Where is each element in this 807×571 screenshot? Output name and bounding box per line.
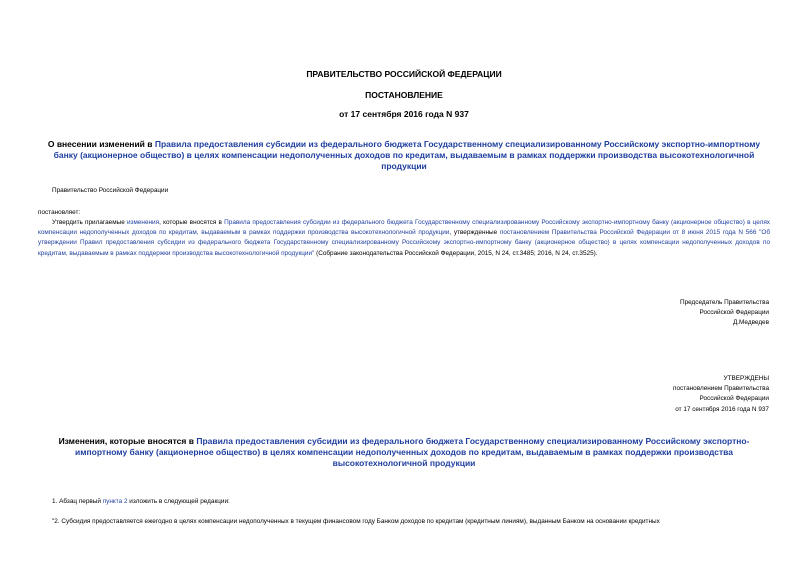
document-date-number: от 17 сентября 2016 года N 937 — [339, 109, 469, 119]
clause-2-link[interactable]: пункта 2 — [102, 498, 128, 505]
resolves-word: постановляет: — [38, 209, 81, 216]
item-1-text-1: 1. Абзац первый — [52, 498, 103, 505]
approved-line-2: постановлением Правительства — [673, 385, 769, 393]
government-name: Правительство Российской Федерации — [52, 187, 169, 194]
item-1 — [52, 497, 230, 507]
main-paragraph — [38, 218, 770, 259]
item-1-text-2: изложить в следующей редакции: — [127, 498, 230, 505]
document-title-prefix: О внесении изменений в — [47, 139, 155, 149]
para-text-3: , утвержденные — [449, 229, 500, 237]
approved-block — [673, 374, 769, 415]
approved-line-3: Российской Федерации — [699, 395, 769, 403]
para-text-2: , которые вносятся в — [159, 219, 225, 226]
government-heading: ПРАВИТЕЛЬСТВО РОССИЙСКОЙ ФЕДЕРАЦИИ — [306, 69, 502, 79]
para-text-4: (Собрание законодательства Российской Федерации, 2015, N 24, ст.3485; 2016, N 24, ст.3525). — [314, 249, 598, 257]
approved-line-1: УТВЕРЖДЕНЫ — [723, 375, 769, 382]
approved-line-4: от 17 сентября 2016 года N 937 — [675, 405, 769, 413]
signature-line-1: Председатель Правительства — [680, 299, 769, 306]
item-2: "2. Субсидия предоставляется ежегодно в целях компенсации недополученных в текущем финансовом году Банком доходов по кредитам (кредитным линиям), выданным Банком на основании кредитных — [52, 518, 660, 525]
resolution-566-link[interactable]: постановлением Правительства Российской Федерации от 8 июня 2015 года N 566 "Об утверждении Правил предоставления субсидии из федерального бюджета Государственному специализированному Российскому экспортно-импортному банку (акционерное общество) в целях компенсации недополученных доходов по кредитам, выдаваемым в рамках поддержки производства высокотехнологичной продукции" — [38, 229, 770, 257]
changes-title-prefix: Изменения, которые вносятся в — [58, 436, 197, 446]
changes-link[interactable]: изменения — [126, 219, 160, 226]
signature-block — [680, 298, 769, 329]
signature-line-2: Российской Федерации — [699, 309, 769, 317]
rules-link-3[interactable]: Правила предоставления субсидии из федерального бюджета Государственному специализированному Российскому экспортно-импортному банку (акционерное общество) в целях компенсации недополученных доходов по кредитам, выдаваемым в рамках поддержки производства высокотехнологичной продукции — [74, 436, 750, 468]
rules-link-2[interactable]: Правила предоставления субсидии из федерального бюджета Государственному специализированному Российскому экспортно-импортному банку (акционерное общество) в целях компенсации недополученных доходов по кредитам, выдаваемым в рамках поддержки производства высокотехнологичной продукции — [38, 219, 771, 237]
changes-title — [38, 436, 770, 469]
document-title — [38, 139, 770, 172]
para-text-1: Утвердить прилагаемые — [52, 219, 127, 226]
document-type-heading: ПОСТАНОВЛЕНИЕ — [365, 90, 443, 100]
signature-line-3: Д.Медведев — [732, 319, 769, 327]
rules-link[interactable]: Правила предоставления субсидии из федерального бюджета Государственному специализированному Российскому экспортно-импортному банку (акционерное общество) в целях компенсации недополученных доходов по кредитам, выдаваемым в рамках поддержки производства высокотехнологичной продукции — [53, 139, 761, 171]
